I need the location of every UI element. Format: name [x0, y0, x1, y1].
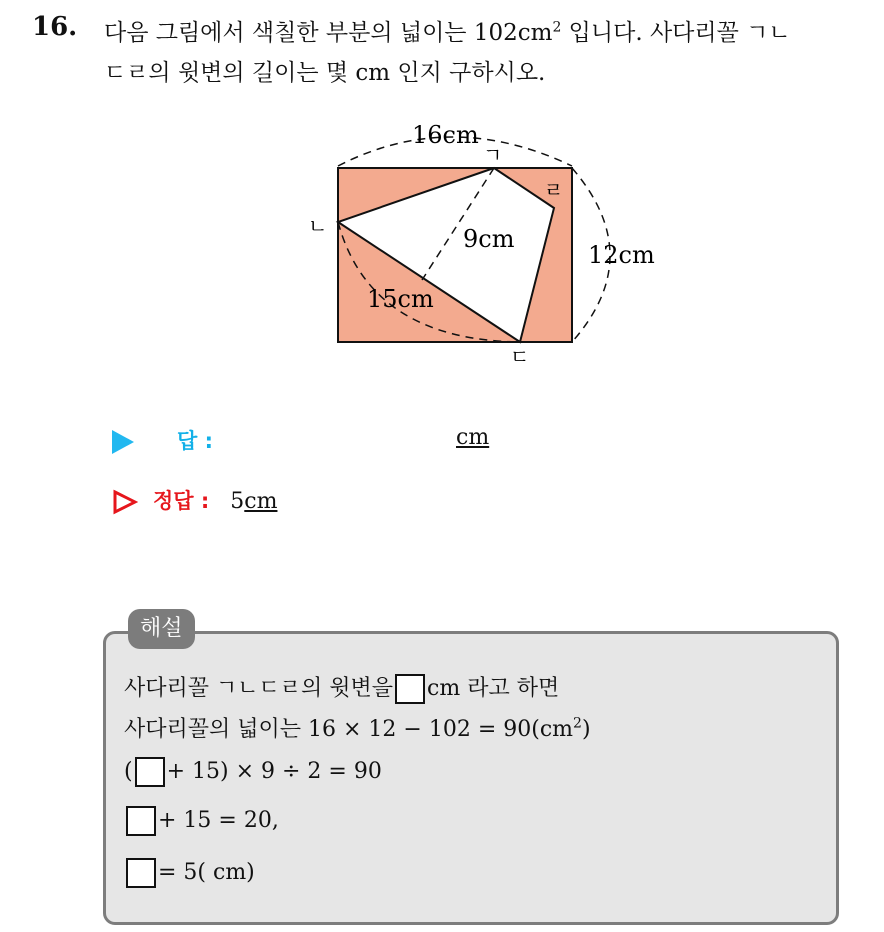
unknown-box	[126, 806, 156, 836]
unknown-box	[135, 757, 165, 787]
trapezoid-figure	[300, 116, 670, 372]
vertex-label-b: ㄴ	[308, 214, 328, 238]
outline-arrow-icon	[112, 489, 138, 515]
correct-answer-label: 정답 :	[153, 489, 210, 513]
explanation-line2-unit: cm	[539, 717, 574, 742]
explanation-line4-rest: + 15 = 20,	[158, 808, 279, 833]
explanation-line-1	[124, 671, 559, 704]
explanation-line5-rest: = 5( cm)	[158, 860, 255, 885]
question-line1-sup: 2	[552, 19, 562, 36]
answer-label: 답 :	[177, 429, 213, 453]
unknown-box	[395, 674, 425, 704]
explanation-line-5	[124, 858, 255, 888]
explanation-line1-b: cm 라고 하면	[427, 676, 560, 701]
question-line1-rest: 입니다. 사다리꼴 ㄱㄴ	[561, 20, 791, 46]
question-text-line-2: ㄷㄹ의 윗변의 길이는 몇 cm 인지 구하시오.	[104, 60, 546, 86]
play-arrow-icon	[112, 430, 134, 454]
unknown-box	[126, 858, 156, 888]
vertex-label-c: ㄷ	[510, 345, 530, 369]
explanation-line-4	[124, 806, 279, 836]
answer-unit: cm	[456, 425, 490, 450]
correct-answer-row	[112, 485, 277, 515]
explanation-line-2	[124, 712, 591, 743]
height-label: 9cm	[463, 225, 515, 253]
question-number: 16.	[32, 12, 78, 42]
explanation-tag: 해설	[128, 609, 195, 649]
explanation-line2-sup: 2	[573, 715, 582, 732]
explanation-line2-end: )	[581, 717, 591, 742]
question-line1-unit: cm	[517, 20, 553, 46]
question-text-line-1	[104, 14, 791, 47]
base-label: 15cm	[367, 285, 434, 313]
right-length-label: 12cm	[588, 241, 655, 269]
answer-row	[112, 425, 490, 455]
correct-answer-value: 5	[230, 489, 245, 514]
vertex-label-a: ㄱ	[483, 143, 503, 167]
explanation-line3-rest: + 15) × 9 ÷ 2 = 90	[166, 759, 382, 784]
explanation-line3-open: (	[124, 759, 133, 784]
question-line1-text: 다음 그림에서 색칠한 부분의 넓이는 102	[104, 20, 518, 46]
vertex-label-d: ㄹ	[544, 178, 564, 202]
top-length-label: 16cm	[412, 121, 479, 149]
explanation-line1-a: 사다리꼴 ㄱㄴㄷㄹ의 윗변을	[124, 676, 394, 701]
correct-answer-unit: cm	[244, 489, 278, 514]
explanation-line-3	[124, 757, 382, 787]
explanation-line2-a: 사다리꼴의 넓이는 16 × 12 − 102 = 90(	[124, 717, 540, 742]
